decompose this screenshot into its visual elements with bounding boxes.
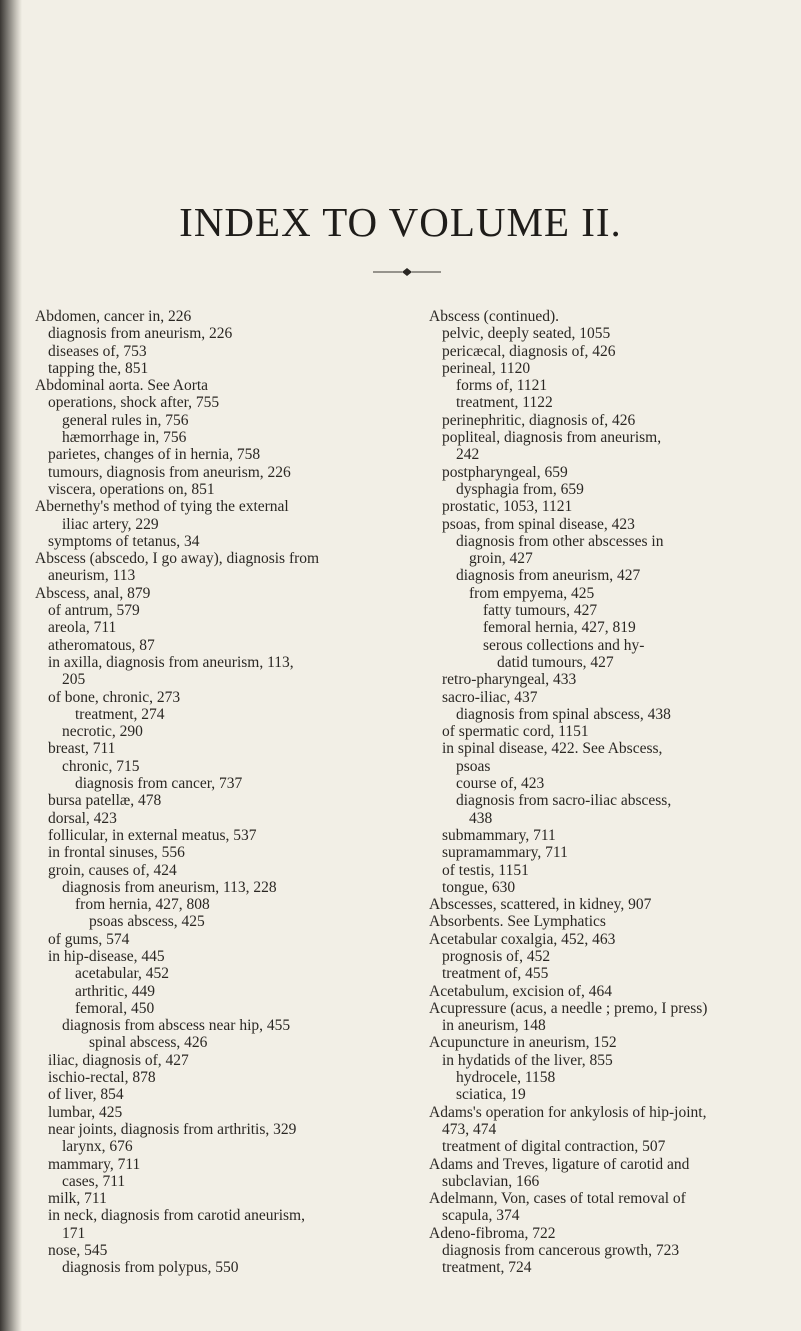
index-subentry: tumours, diagnosis from aneurism, 226 [48, 463, 291, 481]
index-subentry: of gums, 574 [48, 930, 130, 948]
index-subentry: datid tumours, 427 [497, 653, 614, 671]
index-subentry: postpharyngeal, 659 [442, 463, 568, 481]
index-subentry: diagnosis from cancer, 737 [75, 775, 243, 793]
index-heading-entry: Acetabular coxalgia, 452, 463 [429, 930, 616, 948]
index-subentry: iliac artery, 229 [62, 515, 159, 533]
index-subentry: breast, 711 [48, 740, 116, 758]
index-subentry: iliac, diagnosis of, 427 [48, 1051, 189, 1069]
index-subentry: submammary, 711 [442, 826, 556, 844]
index-subentry: pericæcal, diagnosis of, 426 [442, 342, 616, 360]
index-subentry: 473, 474 [442, 1120, 497, 1138]
index-subentry: from hernia, 427, 808 [75, 896, 210, 914]
index-heading-entry: Adeno-fibroma, 722 [429, 1224, 556, 1242]
index-subentry: parietes, changes of in hernia, 758 [48, 446, 261, 464]
index-subentry: treatment, 274 [75, 705, 165, 723]
index-heading-entry: Abernethy's method of tying the external [35, 498, 289, 516]
index-heading-entry: Abscess, anal, 879 [35, 584, 151, 602]
index-heading-entry: Abdominal aorta. See Aorta [35, 377, 209, 395]
index-subentry: sciatica, 19 [456, 1086, 526, 1104]
index-subentry: atheromatous, 87 [48, 636, 155, 654]
index-subentry: dysphagia from, 659 [456, 480, 584, 498]
index-subentry: femoral hernia, 427, 819 [483, 619, 636, 637]
index-subentry: viscera, operations on, 851 [48, 480, 215, 498]
index-subentry: areola, 711 [48, 619, 117, 637]
index-subentry: 438 [469, 809, 493, 827]
index-subentry: psoas [456, 757, 491, 775]
index-subentry: groin, 427 [469, 550, 533, 568]
index-subentry: in aneurism, 148 [442, 1017, 546, 1035]
index-subentry: femoral, 450 [75, 999, 155, 1017]
index-subentry: diagnosis from aneurism, 226 [48, 325, 233, 343]
index-subentry: general rules in, 756 [62, 411, 189, 429]
index-subentry: fatty tumours, 427 [483, 602, 598, 620]
index-subentry: tongue, 630 [442, 878, 516, 896]
index-subentry: 242 [456, 446, 480, 464]
index-subentry: larynx, 676 [62, 1138, 133, 1156]
index-subentry: forms of, 1121 [456, 377, 548, 395]
index-subentry: 171 [62, 1224, 86, 1242]
index-heading-entry: Adams and Treves, ligature of carotid and [429, 1155, 690, 1173]
index-subentry: near joints, diagnosis from arthritis, 329 [48, 1120, 297, 1138]
index-subentry: perinephritic, diagnosis of, 426 [442, 411, 636, 429]
index-subentry: cases, 711 [62, 1172, 126, 1190]
index-subentry: of testis, 1151 [442, 861, 529, 879]
index-subentry: 205 [62, 671, 86, 689]
index-subentry: nose, 545 [48, 1242, 108, 1260]
index-subentry: symptoms of tetanus, 34 [48, 532, 200, 550]
index-subentry: diagnosis from aneurism, 113, 228 [62, 878, 277, 896]
index-subentry: serous collections and hy- [483, 636, 645, 654]
index-subentry: diagnosis from aneurism, 427 [456, 567, 641, 585]
index-subentry: in frontal sinuses, 556 [48, 844, 185, 862]
index-subentry: of bone, chronic, 273 [48, 688, 181, 706]
index-subentry: diagnosis from abscess near hip, 455 [62, 1017, 291, 1035]
index-subentry: subclavian, 166 [442, 1172, 540, 1190]
index-subentry: sacro-iliac, 437 [442, 688, 538, 706]
index-subentry: of liver, 854 [48, 1086, 124, 1104]
index-heading-entry: Abdomen, cancer in, 226 [35, 308, 192, 325]
index-subentry: of antrum, 579 [48, 602, 140, 620]
index-subentry: popliteal, diagnosis from aneurism, [442, 429, 662, 447]
index-subentry: lumbar, 425 [48, 1103, 123, 1121]
index-heading-entry: Acupuncture in aneurism, 152 [429, 1034, 617, 1052]
index-subentry: mammary, 711 [48, 1155, 141, 1173]
index-subentry: from empyema, 425 [469, 584, 595, 602]
index-subentry: dorsal, 423 [48, 809, 117, 827]
index-subentry: scapula, 374 [442, 1207, 520, 1225]
index-subentry: in axilla, diagnosis from aneurism, 113, [48, 653, 294, 671]
index-subentry: treatment of, 455 [442, 965, 549, 983]
index-subentry: prognosis of, 452 [442, 947, 551, 965]
index-subentry: bursa patellæ, 478 [48, 792, 162, 810]
index-heading-entry: Adelmann, Von, cases of total removal of [429, 1190, 686, 1208]
index-heading-entry: Acupressure (acus, a needle ; premo, I press) [429, 999, 708, 1017]
index-subentry: spinal abscess, 426 [89, 1034, 208, 1052]
index-subentry: psoas abscess, 425 [89, 913, 205, 931]
index-heading-entry: Absorbents. See Lymphatics [429, 913, 606, 931]
index-subentry: in hydatids of the liver, 855 [442, 1051, 613, 1069]
index-subentry: in spinal disease, 422. See Abscess, [442, 740, 663, 758]
index-subentry: supramammary, 711 [442, 844, 568, 862]
index-subentry: psoas, from spinal disease, 423 [442, 515, 635, 533]
index-subentry: necrotic, 290 [62, 723, 143, 741]
index-subentry: hydrocele, 1158 [456, 1069, 556, 1087]
index-subentry: course of, 423 [456, 775, 545, 793]
index-subentry: diagnosis from cancerous growth, 723 [442, 1242, 680, 1260]
title-ornament [373, 267, 441, 277]
index-subentry: pelvic, deeply seated, 1055 [442, 325, 611, 343]
index-subentry: treatment, 724 [442, 1259, 532, 1277]
index-subentry: diagnosis from polypus, 550 [62, 1259, 239, 1277]
index-heading-entry: Abscess (continued). [429, 308, 559, 325]
index-subentry: milk, 711 [48, 1190, 107, 1208]
index-heading-entry: Abscess (abscedo, I go away), diagnosis from [35, 550, 320, 568]
index-subentry: retro-pharyngeal, 433 [442, 671, 577, 689]
index-subentry: operations, shock after, 755 [48, 394, 220, 412]
index-heading-entry: Abscesses, scattered, in kidney, 907 [429, 896, 652, 914]
index-subentry: perineal, 1120 [442, 359, 531, 377]
index-subentry: diagnosis from spinal abscess, 438 [456, 705, 671, 723]
index-subentry: treatment of digital contraction, 507 [442, 1138, 666, 1156]
index-subentry: diagnosis from sacro-iliac abscess, [456, 792, 672, 810]
index-subentry: prostatic, 1053, 1121 [442, 498, 573, 516]
index-subentry: chronic, 715 [62, 757, 140, 775]
index-subentry: aneurism, 113 [48, 567, 136, 585]
index-column-left [35, 308, 375, 1277]
index-subentry: hæmorrhage in, 756 [62, 429, 187, 447]
index-column-right [429, 308, 769, 1277]
index-heading-entry: Acetabulum, excision of, 464 [429, 982, 612, 1000]
index-subentry: diseases of, 753 [48, 342, 147, 360]
index-subentry: in neck, diagnosis from carotid aneurism, [48, 1207, 305, 1225]
index-subentry: diagnosis from other abscesses in [456, 532, 664, 550]
page-title: INDEX TO VOLUME II. [179, 199, 622, 245]
index-subentry: treatment, 1122 [456, 394, 553, 412]
index-subentry: tapping the, 851 [48, 359, 149, 377]
index-subentry: follicular, in external meatus, 537 [48, 826, 257, 844]
index-subentry: acetabular, 452 [75, 965, 170, 983]
index-subentry: groin, causes of, 424 [48, 861, 177, 879]
index-subentry: in hip-disease, 445 [48, 947, 165, 965]
index-subentry: arthritic, 449 [75, 982, 156, 1000]
index-heading-entry: Adams's operation for ankylosis of hip-joint, [429, 1103, 707, 1121]
index-subentry: ischio-rectal, 878 [48, 1069, 156, 1087]
index-subentry: of spermatic cord, 1151 [442, 723, 589, 741]
